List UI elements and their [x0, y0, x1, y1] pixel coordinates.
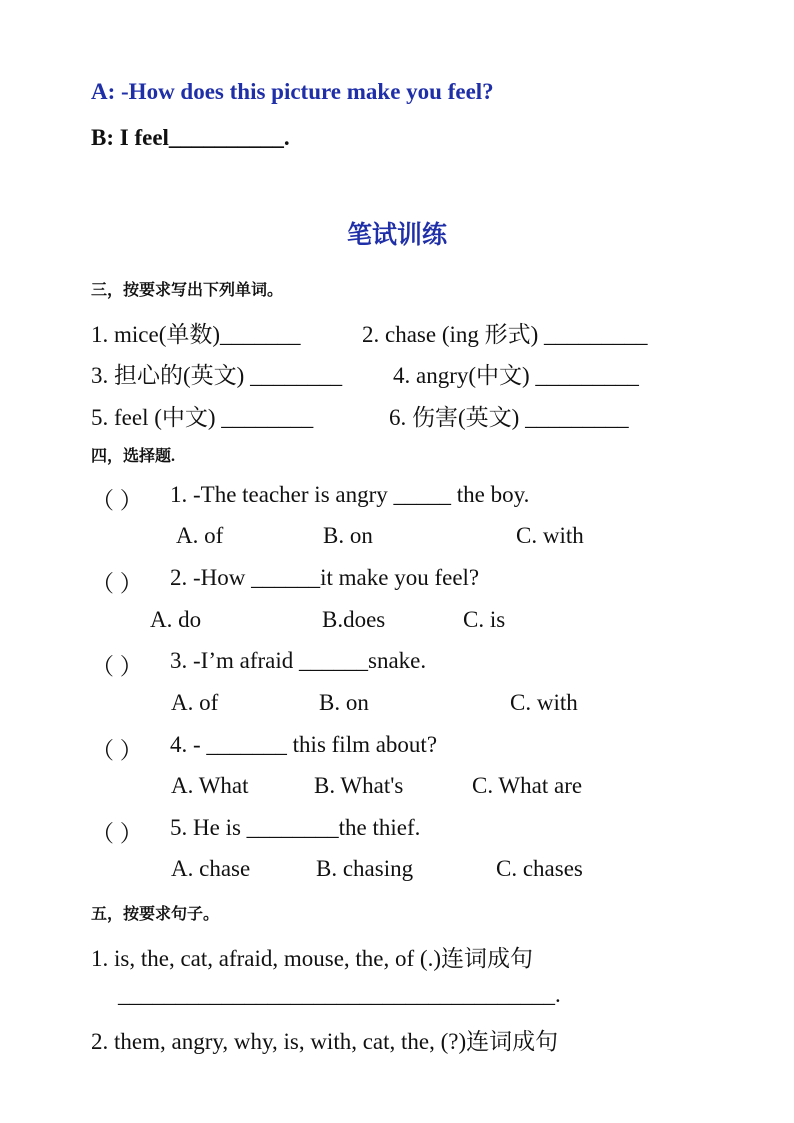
answer-bracket: （ ） [91, 738, 143, 763]
option-a-5: A. chase [171, 856, 251, 881]
option-c-4: C. What are [472, 773, 583, 798]
vocab-item-2: 2. chase (ing 形式) _________ [362, 322, 648, 347]
option-b-5: B. chasing [316, 856, 414, 881]
vocab-item-1: 1. mice(单数)_______ [91, 322, 301, 347]
section-heading-4: 四，选择题. [91, 448, 176, 465]
question-stem-4: 4. - _______ this film about? [170, 732, 438, 757]
option-b-3: B. on [319, 690, 369, 715]
vocab-item-5: 5. feel (中文) ________ [91, 405, 314, 430]
vocab-item-6: 6. 伤害(英文) _________ [389, 405, 629, 430]
answer-bracket: （ ） [91, 488, 143, 513]
section-heading-5: 五，按要求句子。 [91, 906, 220, 923]
sentence-task-2: 2. them, angry, why, is, with, cat, the, (?)连词成句 [91, 1029, 559, 1054]
option-c-5: C. chases [496, 856, 583, 881]
question-stem-3: 3. -I’m afraid ______snake. [170, 648, 427, 673]
page-title: 笔试训练 [346, 222, 447, 249]
vocab-item-4: 4. angry(中文) _________ [393, 363, 639, 388]
option-a-3: A. of [171, 690, 219, 715]
option-b-4: B. What's [314, 773, 404, 798]
section-heading-3: 三，按要求写出下列单词。 [91, 282, 284, 299]
question-stem-1: 1. -The teacher is angry _____ the boy. [170, 482, 530, 507]
option-b-1: B. on [323, 523, 373, 548]
option-a-4: A. What [171, 773, 249, 798]
answer-line-1: ______________________________________. [118, 982, 561, 1007]
option-c-2: C. is [463, 607, 506, 632]
option-a-1: A. of [176, 523, 224, 548]
vocab-item-3: 3. 担心的(英文) ________ [91, 363, 343, 388]
option-b-2: B.does [322, 607, 386, 632]
answer-bracket: （ ） [91, 654, 143, 679]
option-c-3: C. with [510, 690, 578, 715]
sentence-task-1: 1. is, the, cat, afraid, mouse, the, of (.)连词成句 [91, 946, 533, 971]
question-stem-2: 2. -How ______it make you feel? [170, 565, 480, 590]
answer-bracket: （ ） [91, 571, 143, 596]
answer-bracket: （ ） [91, 821, 143, 846]
option-a-2: A. do [150, 607, 202, 632]
dialogue-question: A: -How does this picture make you feel? [91, 79, 494, 104]
dialogue-answer: B: I feel__________. [91, 125, 290, 150]
question-stem-5: 5. He is ________the thief. [170, 815, 421, 840]
option-c-1: C. with [516, 523, 584, 548]
